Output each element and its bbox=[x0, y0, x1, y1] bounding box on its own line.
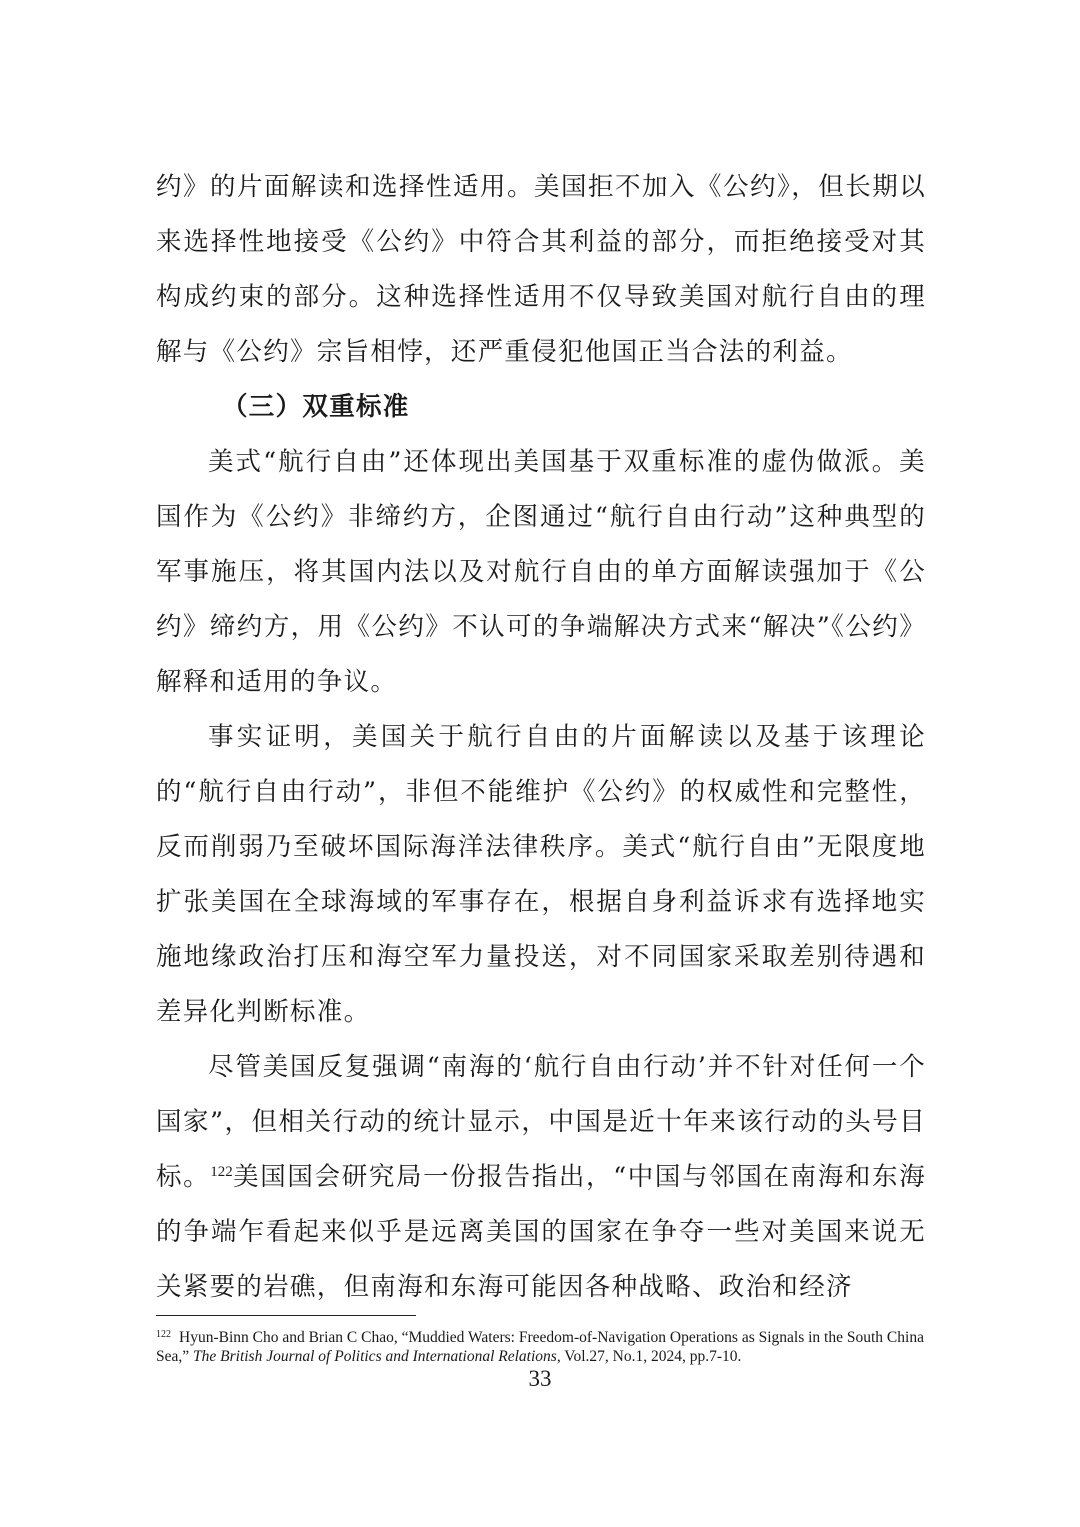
paragraph-china-target bbox=[156, 1040, 926, 1315]
paragraph-continuation: 约》的片面解读和选择性适用。美国拒不加入《公约》，但长期以来选择性地接受《公约》中符合其利益的部分，而拒绝接受对其构成约束的部分。这种选择性适用不仅导致美国对航行自由的理解与《公约》宗旨相悖，还严重侵犯他国正当合法的利益。 bbox=[156, 172, 926, 367]
footnote-reference[interactable]: 122 bbox=[210, 1164, 233, 1180]
paragraph-facts: 事实证明，美国关于航行自由的片面解读以及基于该理论的“航行自由行动”，非但不能维护《公约》的权威性和完整性，反而削弱乃至破坏国际海洋法律秩序。美式“航行自由”无限度地扩张美国在全球海域的军事存在，根据自身利益诉求有选择地实施地缘政治打压和海空军力量投送，对不同国家采取差别待遇和差异化判断标准。 bbox=[156, 722, 926, 1027]
footnote-journal: The British Journal of Politics and International Relations bbox=[193, 1348, 557, 1365]
body-text bbox=[156, 160, 926, 1315]
footnote-text-before: Hyun-Binn Cho and Brian C Chao, “Muddied Waters: Freedom-of-Navigation Operations as Signals in the South China Sea,” bbox=[156, 1329, 924, 1365]
paragraph-text-before-ref: 尽管美国反复强调“南海的‘航行自由行动’并不针对任何一个国家”，但相关行动的统计显示，中国是近十年来该行动的头号目标。 bbox=[156, 1052, 926, 1192]
footnote-text-after: , Vol.27, No.1, 2024, pp.7-10. bbox=[556, 1348, 742, 1365]
page-number: 33 bbox=[528, 1366, 552, 1391]
paragraph-double-standards: 美式“航行自由”还体现出美国基于双重标准的虚伪做派。美国作为《公约》非缔约方，企图通过“航行自由行动”这种典型的军事施压，将其国内法以及对航行自由的单方面解读强加于《公约》缔约方，用《公约》不认可的争端解决方式来“解决”《公约》解释和适用的争议。 bbox=[156, 447, 926, 697]
footnote bbox=[156, 1325, 928, 1366]
footnote-divider bbox=[156, 1315, 416, 1316]
section-heading: （三）双重标准 bbox=[222, 392, 410, 422]
footnote-number: 122 bbox=[156, 1329, 171, 1340]
paragraph-text-after-ref: 美国国会研究局一份报告指出，“中国与邻国在南海和东海的争端乍看起来似乎是远离美国的国家在争夺一些对美国来说无关紧要的岩礁，但南海和东海可能因各种战略、政治和经济 bbox=[156, 1162, 926, 1302]
